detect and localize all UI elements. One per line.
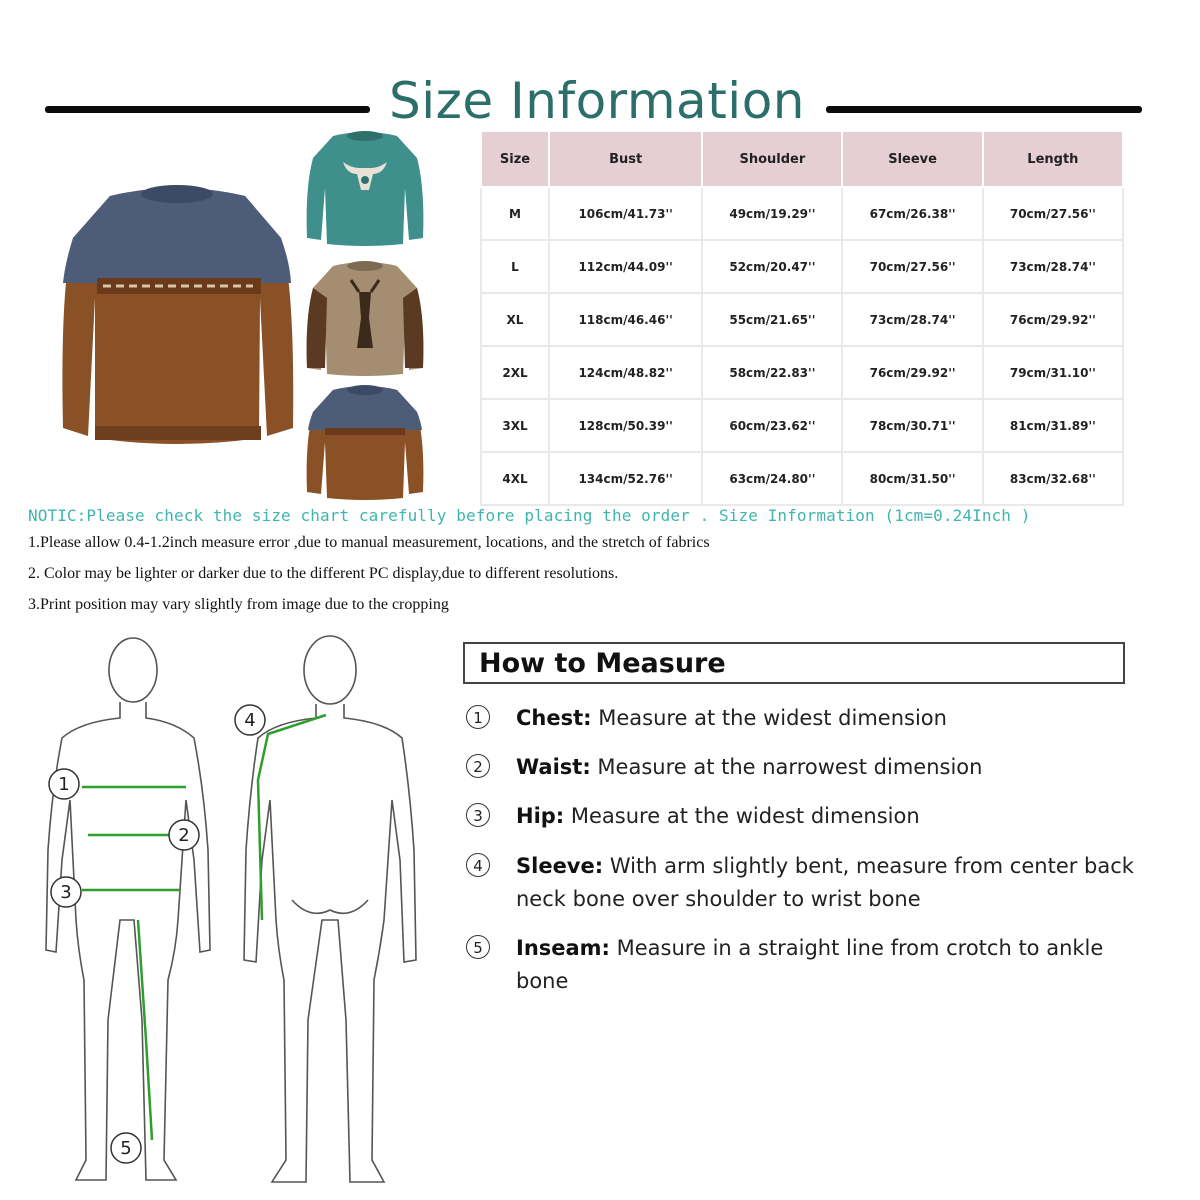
table-cell: 134cm/52.76'' [549,452,702,505]
table-cell: XL [481,293,549,346]
table-cell: 2XL [481,346,549,399]
table-cell: M [481,187,549,240]
table-cell: 70cm/27.56'' [842,240,982,293]
table-cell: 118cm/46.46'' [549,293,702,346]
table-cell: 4XL [481,452,549,505]
marker-2-label: 2 [178,825,190,846]
step-number-icon: 5 [466,935,490,959]
note-3: 3.Print position may vary slightly from image due to the cropping [28,596,449,613]
product-image-tan [303,258,427,376]
marker-5-label: 5 [120,1138,132,1159]
table-cell: 60cm/23.62'' [702,399,842,452]
how-to-measure-header [463,642,1125,684]
front-body-figure [46,638,210,1180]
size-table [480,130,1124,506]
table-cell: 112cm/44.09'' [549,240,702,293]
step-number-icon: 1 [466,705,490,729]
table-cell: L [481,240,549,293]
step-number-icon: 3 [466,803,490,827]
step-text: Measure in a straight line from crotch to ankle bone [516,936,1104,993]
step-text: Measure at the widest dimension [591,706,947,730]
measurement-figures [0,620,440,1190]
note-2: 2. Color may be lighter or darker due to the different PC display,due to different resolutions. [28,565,619,582]
step-number-icon: 4 [466,853,490,877]
product-image-teal [303,128,427,246]
table-row [481,187,1123,240]
column-header-sleeve: Sleeve [842,131,982,187]
step-label: Hip: [516,804,565,828]
table-row [481,293,1123,346]
marker-1-label: 1 [58,774,70,795]
size-notice: NOTIC:Please check the size chart carefully before placing the order . Size Information (1cm=0.24Inch ) [28,506,1031,525]
table-cell: 55cm/21.65'' [702,293,842,346]
column-header-length: Length [983,131,1123,187]
table-cell: 80cm/31.50'' [842,452,982,505]
title-rule-right [826,106,1142,113]
table-cell: 49cm/19.29'' [702,187,842,240]
title-rule-left [45,106,370,113]
table-row [481,346,1123,399]
step-text: Measure at the widest dimension [564,804,920,828]
table-cell: 73cm/28.74'' [842,293,982,346]
table-cell: 128cm/50.39'' [549,399,702,452]
table-cell: 78cm/30.71'' [842,399,982,452]
table-cell: 76cm/29.92'' [842,346,982,399]
table-cell: 83cm/32.68'' [983,452,1123,505]
table-cell: 73cm/28.74'' [983,240,1123,293]
marker-4-label: 4 [244,710,256,731]
product-image-main [55,178,300,448]
table-row [481,399,1123,452]
table-row [481,452,1123,505]
table-cell: 63cm/24.80'' [702,452,842,505]
note-1: 1.Please allow 0.4-1.2inch measure error ,due to manual measurement, locations, and the stretch of fabrics [28,534,710,551]
column-header-shoulder: Shoulder [702,131,842,187]
step-number-icon: 2 [466,754,490,778]
step-label: Inseam: [516,936,610,960]
column-header-size: Size [481,131,549,187]
table-cell: 58cm/22.83'' [702,346,842,399]
table-cell: 79cm/31.10'' [983,346,1123,399]
step-label: Sleeve: [516,854,604,878]
product-image-blue-brown [303,382,427,500]
table-cell: 106cm/41.73'' [549,187,702,240]
table-cell: 67cm/26.38'' [842,187,982,240]
how-to-measure-title: How to Measure [479,648,726,679]
step-label: Chest: [516,706,592,730]
table-cell: 70cm/27.56'' [983,187,1123,240]
table-cell: 3XL [481,399,549,452]
size-table-header-row [481,131,1123,187]
step-text: Measure at the narrowest dimension [590,755,983,779]
table-cell: 81cm/31.89'' [983,399,1123,452]
column-header-bust: Bust [549,131,702,187]
page-title: Size Information [389,72,805,130]
table-cell: 76cm/29.92'' [983,293,1123,346]
figure-marker-icons [49,705,265,1163]
table-cell: 52cm/20.47'' [702,240,842,293]
step-label: Waist: [516,755,591,779]
back-body-figure [244,636,416,1182]
table-row [481,240,1123,293]
marker-3-label: 3 [60,882,72,903]
step-text: With arm slightly bent, measure from center back neck bone over shoulder to wrist bone [516,854,1134,911]
table-cell: 124cm/48.82'' [549,346,702,399]
